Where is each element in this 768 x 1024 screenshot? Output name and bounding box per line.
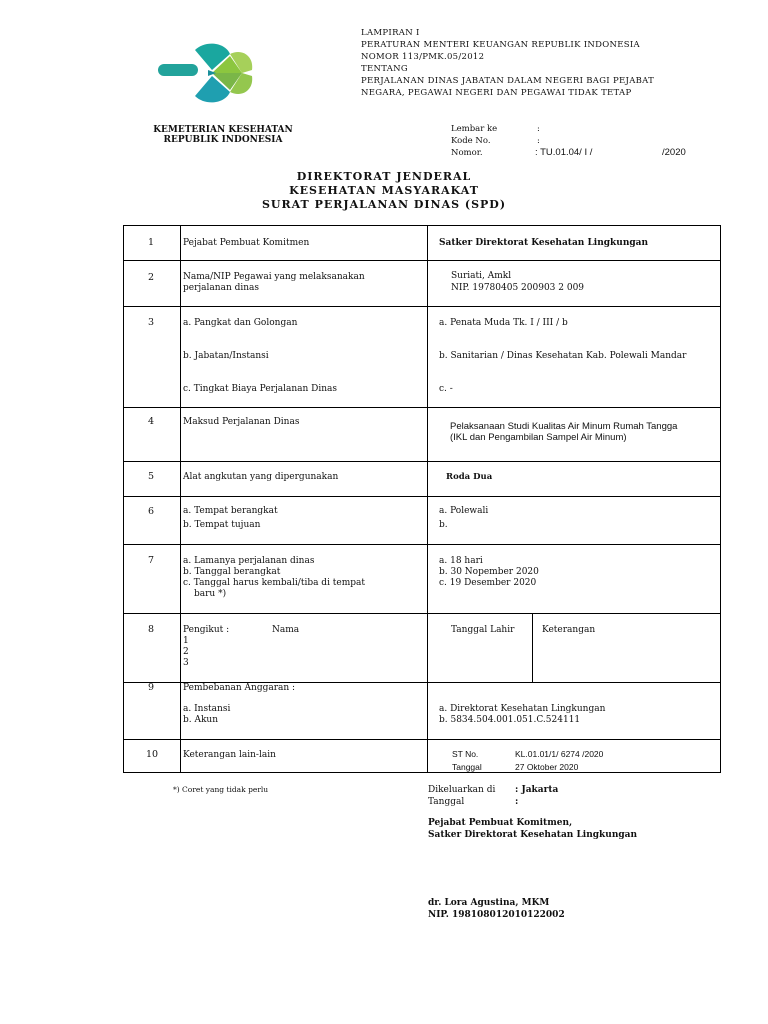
row8-col-ket: Keterangan: [542, 625, 596, 635]
row-number: 1: [148, 237, 155, 248]
row1-label: Pejabat Pembuat Komitmen: [183, 238, 310, 248]
row10-label: Keterangan lain-lain: [183, 750, 276, 760]
row9-value-b: b. 5834.504.001.051.C.524111: [439, 715, 581, 725]
row-number: 4: [148, 416, 155, 427]
row9-label: Pembebanan Anggaran :: [183, 683, 296, 693]
lampiran-block: [361, 27, 654, 99]
nomor-value: : TU.01.04/ I /: [535, 147, 593, 158]
row2-label1: Nama/NIP Pegawai yang melaksanakan: [183, 272, 365, 282]
lampiran-line: PERJALANAN DINAS JABATAN DALAM NEGERI BAGI PEJABAT: [361, 76, 655, 86]
row6-value-b: b.: [439, 520, 448, 530]
nomor-year: /2020: [662, 147, 686, 158]
row8-item: 2: [183, 647, 189, 657]
row4-value1: Pelaksanaan Studi Kualitas Air Minum Rumah Tangga: [450, 421, 678, 432]
row-number: 9: [148, 682, 155, 693]
tanggal-sep: :: [515, 797, 519, 807]
row2-label2: perjalanan dinas: [183, 283, 260, 293]
row1-value: Satker Direktorat Kesehatan Lingkungan: [439, 238, 649, 248]
kode-label: Kode No.: [451, 136, 491, 146]
footnote: *) Coret yang tidak perlu: [173, 785, 269, 794]
row5-value: Roda Dua: [446, 472, 493, 482]
row-number: 7: [148, 555, 155, 566]
row7-label-b: b. Tanggal berangkat: [183, 567, 281, 577]
row2-value2: NIP. 19780405 200903 2 009: [451, 283, 585, 293]
row-number: 8: [148, 624, 155, 635]
pejabat-line1: Pejabat Pembuat Komitmen,: [428, 818, 573, 828]
dikeluarkan-label: Dikeluarkan di: [428, 785, 496, 795]
lembar-label: Lembar ke: [451, 124, 498, 134]
kode-sep: :: [537, 136, 540, 146]
row8-item: 3: [183, 658, 189, 668]
row-number: 5: [148, 471, 155, 482]
signer-nip: NIP. 198108012010122002: [428, 910, 565, 920]
tanggal-label: Tanggal: [428, 797, 465, 807]
row10-tgl-value: 27 Oktober 2020: [515, 762, 579, 772]
kemenkes-logo-icon: [150, 40, 260, 106]
row-number: 6: [148, 506, 155, 517]
row9-value-a: a. Direktorat Kesehatan Lingkungan: [439, 704, 606, 714]
signer-name: dr. Lora Agustina, MKM: [428, 898, 550, 908]
row3-label-a: a. Pangkat dan Golongan: [183, 318, 298, 328]
row6-label-b: b. Tempat tujuan: [183, 520, 261, 530]
row2-value1: Suriati, Amkl: [451, 271, 512, 281]
row3-value-c: c. -: [439, 384, 453, 394]
row6-label-a: a. Tempat berangkat: [183, 506, 278, 516]
row7-value-a: a. 18 hari: [439, 556, 483, 566]
lampiran-line: NOMOR 113/PMK.05/2012: [361, 52, 485, 62]
lampiran-line: LAMPIRAN I: [361, 28, 420, 38]
lampiran-line: PERATURAN MENTERI KEUANGAN REPUBLIK INDONESIA: [361, 40, 640, 50]
lampiran-line: NEGARA, PEGAWAI NEGERI DAN PEGAWAI TIDAK TETAP: [361, 88, 632, 98]
row7-value-c: c. 19 Desember 2020: [439, 578, 537, 588]
dikeluarkan-value: : Jakarta: [515, 785, 559, 795]
row8-label: Pengikut :: [183, 625, 230, 635]
row10-tgl-label: Tanggal: [452, 762, 482, 772]
row3-label-c: c. Tingkat Biaya Perjalanan Dinas: [183, 384, 338, 394]
row4-label: Maksud Perjalanan Dinas: [183, 417, 300, 427]
row10-st-label: ST No.: [452, 749, 479, 759]
lampiran-line: TENTANG: [361, 64, 408, 74]
nomor-label: Nomor.: [451, 148, 483, 158]
row8-col-nama: Nama: [272, 625, 300, 635]
row-number: 3: [148, 317, 155, 328]
row3-label-b: b. Jabatan/Instansi: [183, 351, 269, 361]
title-line1: DIREKTORAT JENDERAL: [296, 170, 472, 183]
row7-label-c: c. Tanggal harus kembali/tiba di tempat: [183, 578, 366, 588]
row9-label-b: b. Akun: [183, 715, 219, 725]
ministry-line1: KEMETERIAN KESEHATAN: [153, 125, 293, 135]
row10-st-value: KL.01.01/1/ 6274 /2020: [515, 749, 604, 759]
title-line2: KESEHATAN MASYARAKAT: [289, 184, 479, 197]
row7-label-a: a. Lamanya perjalanan dinas: [183, 556, 315, 566]
row8-item: 1: [183, 636, 189, 646]
lembar-sep: :: [537, 124, 540, 134]
row5-label: Alat angkutan yang dipergunakan: [183, 472, 339, 482]
row4-value2: (IKL dan Pengambilan Sampel Air Minum): [450, 432, 627, 443]
row-number: 10: [146, 749, 159, 760]
row3-value-b: b. Sanitarian / Dinas Kesehatan Kab. Polewali Mandar: [439, 351, 687, 361]
ministry-line2: REPUBLIK INDONESIA: [163, 135, 283, 145]
row9-label-a: a. Instansi: [183, 704, 231, 714]
row3-value-a: a. Penata Muda Tk. I / III / b: [439, 318, 568, 328]
row8-col-tgl: Tanggal Lahir: [451, 625, 515, 635]
row7-value-b: b. 30 Nopember 2020: [439, 567, 539, 577]
title-line3: SURAT PERJALANAN DINAS (SPD): [261, 198, 507, 211]
row7-label-c2: baru *): [194, 589, 227, 599]
pejabat-line2: Satker Direktorat Kesehatan Lingkungan: [428, 830, 638, 840]
row-number: 2: [148, 272, 155, 283]
ministry-name: [148, 125, 298, 145]
row6-value-a: a. Polewali: [439, 506, 489, 516]
